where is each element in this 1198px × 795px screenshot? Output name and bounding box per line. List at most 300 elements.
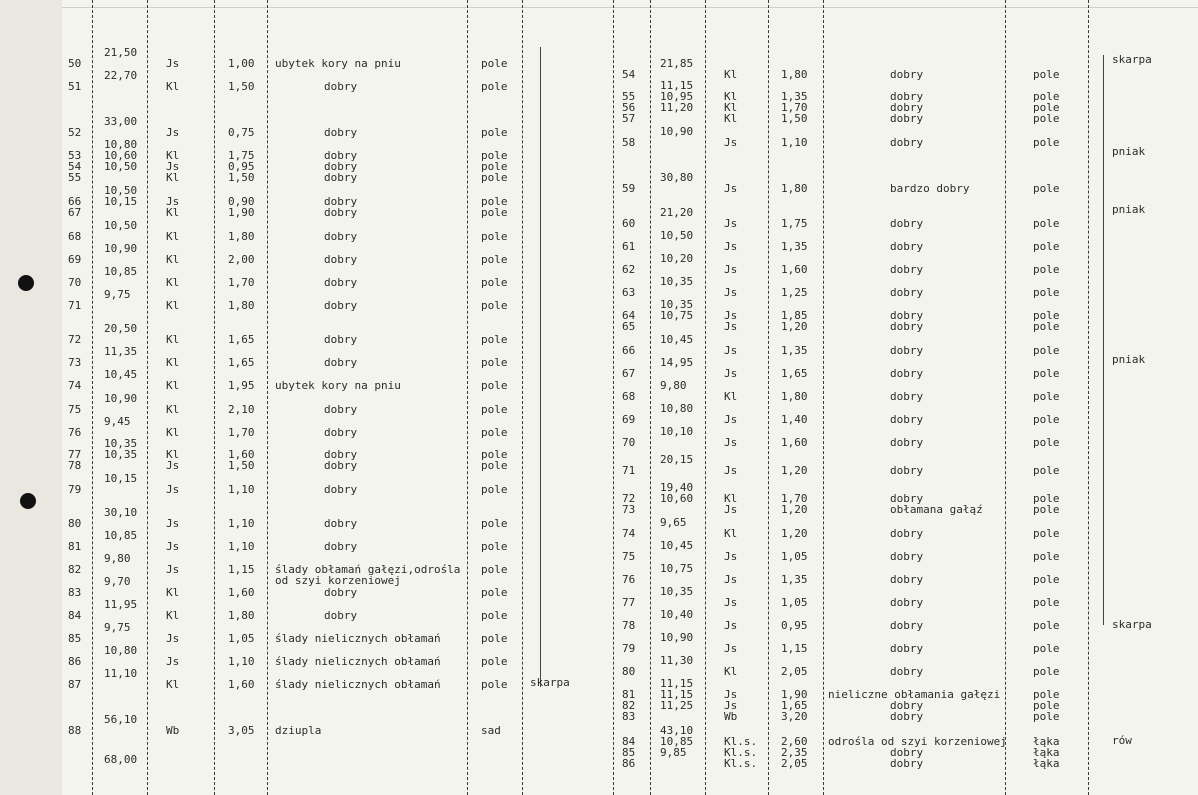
- land-use: pole: [481, 517, 508, 530]
- species-code: Kl: [166, 678, 180, 691]
- distance-value: 10,80: [104, 644, 138, 657]
- height-value: 1,60: [228, 586, 255, 599]
- distance-value: 33,00: [104, 115, 138, 128]
- row-number: 69: [622, 413, 636, 426]
- species-code: Kl: [166, 448, 180, 461]
- distance-value: 9,80: [104, 552, 131, 565]
- species-code: Kl: [166, 426, 180, 439]
- row-number: 77: [622, 596, 636, 609]
- species-code: Kl: [166, 276, 180, 289]
- height-value: 1,90: [781, 688, 808, 701]
- row-number: 78: [622, 619, 636, 632]
- species-code: Js: [166, 563, 180, 576]
- row-number: 88: [68, 724, 82, 737]
- column-divider: [522, 0, 523, 795]
- row-number: 74: [68, 379, 82, 392]
- row-number: 58: [622, 136, 636, 149]
- distance-value: 11,10: [104, 667, 138, 680]
- height-value: 1,50: [228, 459, 255, 472]
- land-use: pole: [1033, 550, 1060, 563]
- punch-hole-top: [18, 275, 34, 291]
- species-code: Wb: [724, 710, 738, 723]
- land-use: pole: [481, 253, 508, 266]
- species-code: Kl: [724, 665, 738, 678]
- row-number: 73: [622, 503, 636, 516]
- condition-description: ślady nielicznych obłamań: [275, 632, 441, 645]
- condition-description: dobry: [324, 459, 358, 472]
- height-value: 2,05: [781, 757, 808, 770]
- distance-value: 10,60: [660, 492, 694, 505]
- condition-description: dobry: [324, 356, 358, 369]
- species-code: Js: [724, 217, 738, 230]
- distance-value: 9,75: [104, 288, 131, 301]
- height-value: 3,20: [781, 710, 808, 723]
- height-value: 1,60: [228, 448, 255, 461]
- row-number: 72: [68, 333, 82, 346]
- distance-value: 10,45: [660, 539, 694, 552]
- distance-value: 20,50: [104, 322, 138, 335]
- species-code: Js: [724, 699, 738, 712]
- condition-description: dobry: [324, 171, 358, 184]
- condition-description: dobry: [324, 333, 358, 346]
- distance-value: 10,45: [104, 368, 138, 381]
- species-code: Js: [724, 464, 738, 477]
- species-code: Kl: [724, 112, 738, 125]
- land-use: pole: [481, 609, 508, 622]
- height-value: 1,60: [228, 678, 255, 691]
- land-use: pole: [1033, 309, 1060, 322]
- row-number: 67: [68, 206, 82, 219]
- land-use: pole: [481, 426, 508, 439]
- height-value: 1,35: [781, 573, 808, 586]
- species-code: Kl: [724, 527, 738, 540]
- row-number: 81: [68, 540, 82, 553]
- row-number: 77: [68, 448, 82, 461]
- condition-description: dobry: [324, 426, 358, 439]
- species-code: Kl: [166, 206, 180, 219]
- species-code: Js: [724, 240, 738, 253]
- land-use: pole: [1033, 527, 1060, 540]
- column-divider: [650, 0, 651, 795]
- land-use: pole: [1033, 217, 1060, 230]
- condition-description: odrośla od szyi korzeniowej: [828, 735, 1007, 748]
- distance-value: 9,45: [104, 415, 131, 428]
- condition-description: nieliczne obłamania gałęzi: [828, 688, 1001, 701]
- row-number: 68: [622, 390, 636, 403]
- species-code: Js: [724, 136, 738, 149]
- row-number: 80: [68, 517, 82, 530]
- condition-description: dobry: [324, 149, 358, 162]
- species-code: Js: [166, 57, 180, 70]
- land-use: pole: [1033, 503, 1060, 516]
- condition-description: dobry: [890, 596, 924, 609]
- row-number: 84: [68, 609, 82, 622]
- distance-value: 11,25: [660, 699, 694, 712]
- row-number: 75: [622, 550, 636, 563]
- distance-value: 14,95: [660, 356, 694, 369]
- land-use: pole: [481, 483, 508, 496]
- height-value: 1,80: [228, 299, 255, 312]
- species-code: Kl: [166, 586, 180, 599]
- distance-value: 10,85: [660, 735, 694, 748]
- height-value: 1,95: [228, 379, 255, 392]
- species-code: Kl: [166, 609, 180, 622]
- species-code: Kl: [166, 299, 180, 312]
- species-code: Js: [166, 459, 180, 472]
- row-number: 76: [68, 426, 82, 439]
- land-use: pole: [1033, 112, 1060, 125]
- distance-value: 10,75: [660, 562, 694, 575]
- skarpa-bracket-line: [540, 47, 541, 687]
- condition-description: dobry: [324, 448, 358, 461]
- species-code: Kl: [166, 171, 180, 184]
- row-number: 75: [68, 403, 82, 416]
- species-code: Js: [724, 436, 738, 449]
- height-value: 1,15: [228, 563, 255, 576]
- distance-value: 10,45: [660, 333, 694, 346]
- row-number: 79: [622, 642, 636, 655]
- condition-description: dobry: [890, 492, 924, 505]
- row-number: 63: [622, 286, 636, 299]
- distance-value: 10,15: [104, 472, 138, 485]
- land-use: pole: [1033, 596, 1060, 609]
- land-use: pole: [481, 586, 508, 599]
- condition-description: dobry: [890, 112, 924, 125]
- height-value: 1,35: [781, 344, 808, 357]
- condition-description: ubytek kory na pniu: [275, 57, 401, 70]
- species-code: Js: [724, 573, 738, 586]
- condition-description: dobry: [890, 367, 924, 380]
- distance-value: 10,85: [104, 529, 138, 542]
- condition-description: dobry: [890, 320, 924, 333]
- row-number: 85: [622, 746, 636, 759]
- land-use: pole: [1033, 344, 1060, 357]
- row-number: 64: [622, 309, 636, 322]
- row-number: 50: [68, 57, 82, 70]
- distance-value: 11,95: [104, 598, 138, 611]
- height-value: 1,10: [228, 540, 255, 553]
- row-number: 61: [622, 240, 636, 253]
- condition-description: dobry: [890, 642, 924, 655]
- distance-value: 20,15: [660, 453, 694, 466]
- distance-value: 10,35: [104, 448, 138, 461]
- distance-value: 10,50: [660, 229, 694, 242]
- height-value: 1,80: [781, 182, 808, 195]
- row-number: 57: [622, 112, 636, 125]
- land-use: pole: [1033, 68, 1060, 81]
- distance-value: 9,65: [660, 516, 687, 529]
- side-note: rów: [1112, 734, 1132, 747]
- species-code: Js: [724, 367, 738, 380]
- height-value: 2,35: [781, 746, 808, 759]
- height-value: 1,25: [781, 286, 808, 299]
- height-value: 1,05: [781, 596, 808, 609]
- species-code: Js: [724, 263, 738, 276]
- row-number: 85: [68, 632, 82, 645]
- table-separator: [613, 0, 614, 795]
- species-code: Kl: [724, 492, 738, 505]
- species-code: Js: [724, 596, 738, 609]
- row-number: 65: [622, 320, 636, 333]
- land-use: pole: [481, 230, 508, 243]
- condition-description: dobry: [890, 101, 924, 114]
- skarpa-bracket-line: [1103, 55, 1104, 625]
- row-number: 60: [622, 217, 636, 230]
- condition-description: ślady nielicznych obłamań: [275, 678, 441, 691]
- species-code: Js: [724, 320, 738, 333]
- side-note: skarpa: [1112, 53, 1152, 66]
- row-number: 79: [68, 483, 82, 496]
- condition-description: dobry: [324, 483, 358, 496]
- row-number: 56: [622, 101, 636, 114]
- land-use: pole: [1033, 464, 1060, 477]
- species-code: Js: [166, 517, 180, 530]
- page-top-rule: [62, 7, 1198, 8]
- distance-value: 10,20: [660, 252, 694, 265]
- species-code: Kl: [166, 253, 180, 266]
- distance-value: 10,90: [104, 392, 138, 405]
- side-note: pniak: [1112, 145, 1146, 158]
- land-use: pole: [481, 195, 508, 208]
- species-code: Js: [724, 550, 738, 563]
- land-use: pole: [1033, 90, 1060, 103]
- condition-description: dobry: [890, 464, 924, 477]
- height-value: 2,60: [781, 735, 808, 748]
- height-value: 1,70: [781, 101, 808, 114]
- land-use: pole: [481, 563, 508, 576]
- land-use: pole: [1033, 573, 1060, 586]
- land-use: pole: [481, 655, 508, 668]
- condition-description: dobry: [890, 757, 924, 770]
- distance-value: 10,35: [660, 585, 694, 598]
- land-use: pole: [1033, 101, 1060, 114]
- row-number: 59: [622, 182, 636, 195]
- condition-description: dobry: [324, 206, 358, 219]
- distance-value: 10,50: [104, 219, 138, 232]
- land-use: łąka: [1033, 735, 1060, 748]
- row-number: 68: [68, 230, 82, 243]
- condition-description: dobry: [324, 540, 358, 553]
- species-code: Kl: [166, 379, 180, 392]
- height-value: 0,95: [228, 160, 255, 173]
- height-value: 1,65: [228, 356, 255, 369]
- species-code: Js: [724, 619, 738, 632]
- condition-description: dobry: [890, 286, 924, 299]
- row-number: 70: [622, 436, 636, 449]
- row-number: 54: [68, 160, 82, 173]
- column-divider: [214, 0, 215, 795]
- row-number: 72: [622, 492, 636, 505]
- condition-description: dobry: [890, 240, 924, 253]
- height-value: 0,75: [228, 126, 255, 139]
- height-value: 1,10: [781, 136, 808, 149]
- condition-description: dobry: [890, 413, 924, 426]
- land-use: pole: [481, 379, 508, 392]
- height-value: 1,35: [781, 240, 808, 253]
- distance-value: 10,40: [660, 608, 694, 621]
- side-note: pniak: [1112, 203, 1146, 216]
- land-use: pole: [481, 126, 508, 139]
- land-use: pole: [1033, 665, 1060, 678]
- condition-description: dobry: [890, 263, 924, 276]
- height-value: 1,70: [228, 276, 255, 289]
- height-value: 1,50: [228, 80, 255, 93]
- species-code: Js: [724, 286, 738, 299]
- height-value: 1,75: [228, 149, 255, 162]
- condition-description: dobry: [324, 126, 358, 139]
- height-value: 1,40: [781, 413, 808, 426]
- distance-value: 9,70: [104, 575, 131, 588]
- height-value: 1,90: [228, 206, 255, 219]
- land-use: łąka: [1033, 757, 1060, 770]
- column-divider: [1005, 0, 1006, 795]
- condition-description: dobry: [890, 527, 924, 540]
- height-value: 1,20: [781, 503, 808, 516]
- land-use: pole: [481, 632, 508, 645]
- row-number: 54: [622, 68, 636, 81]
- height-value: 3,05: [228, 724, 255, 737]
- condition-description: dobry: [324, 160, 358, 173]
- height-value: 1,00: [228, 57, 255, 70]
- column-divider: [147, 0, 148, 795]
- height-value: 1,65: [228, 333, 255, 346]
- condition-description: dobry: [324, 609, 358, 622]
- height-value: 1,85: [781, 309, 808, 322]
- land-use: pole: [481, 80, 508, 93]
- left-final-distance: 68,00: [104, 753, 138, 766]
- punch-hole-bottom: [20, 493, 36, 509]
- condition-description: dobry: [890, 217, 924, 230]
- row-number: 83: [68, 586, 82, 599]
- species-code: Js: [166, 160, 180, 173]
- species-code: Kl: [724, 68, 738, 81]
- species-code: Js: [166, 632, 180, 645]
- height-value: 1,05: [781, 550, 808, 563]
- distance-value: 9,80: [660, 379, 687, 392]
- distance-value: 11,15: [660, 688, 694, 701]
- distance-value: 30,80: [660, 171, 694, 184]
- land-use: pole: [481, 276, 508, 289]
- condition-description: dobry: [324, 403, 358, 416]
- height-value: 1,70: [228, 426, 255, 439]
- land-use: pole: [1033, 710, 1060, 723]
- height-value: 1,65: [781, 699, 808, 712]
- land-use: pole: [1033, 619, 1060, 632]
- condition-description: dobry: [324, 517, 358, 530]
- distance-value: 10,80: [104, 138, 138, 151]
- column-divider: [467, 0, 468, 795]
- land-use: pole: [1033, 688, 1060, 701]
- condition-description: dobry: [324, 80, 358, 93]
- species-code: Js: [166, 483, 180, 496]
- row-number: 84: [622, 735, 636, 748]
- row-number: 62: [622, 263, 636, 276]
- row-number: 71: [68, 299, 82, 312]
- distance-value: 10,90: [660, 125, 694, 138]
- distance-value: 10,10: [660, 425, 694, 438]
- height-value: 2,10: [228, 403, 255, 416]
- row-number: 86: [68, 655, 82, 668]
- distance-value: 21,85: [660, 57, 694, 70]
- distance-value: 11,35: [104, 345, 138, 358]
- column-divider: [1088, 0, 1089, 795]
- distance-value: 10,15: [104, 195, 138, 208]
- distance-value: 11,15: [660, 79, 694, 92]
- height-value: 0,90: [228, 195, 255, 208]
- height-value: 1,10: [228, 517, 255, 530]
- species-code: Kl: [724, 101, 738, 114]
- row-number: 83: [622, 710, 636, 723]
- condition-description: dobry: [324, 299, 358, 312]
- height-value: 1,20: [781, 320, 808, 333]
- condition-description: dobry: [324, 230, 358, 243]
- binding-margin: [0, 0, 62, 795]
- height-value: 1,50: [781, 112, 808, 125]
- species-code: Js: [724, 413, 738, 426]
- row-number: 74: [622, 527, 636, 540]
- row-number: 87: [68, 678, 82, 691]
- row-number: 70: [68, 276, 82, 289]
- species-code: Js: [166, 195, 180, 208]
- condition-description: dobry: [890, 136, 924, 149]
- row-number: 82: [622, 699, 636, 712]
- row-number: 76: [622, 573, 636, 586]
- land-use: pole: [1033, 182, 1060, 195]
- condition-description: dobry: [890, 390, 924, 403]
- species-code: Kl: [166, 356, 180, 369]
- row-number: 73: [68, 356, 82, 369]
- species-code: Js: [166, 540, 180, 553]
- condition-description: dobry: [324, 586, 358, 599]
- row-number: 81: [622, 688, 636, 701]
- land-use: pole: [481, 333, 508, 346]
- condition-description: dobry: [890, 665, 924, 678]
- height-value: 1,10: [228, 655, 255, 668]
- height-value: 1,75: [781, 217, 808, 230]
- species-code: Kl: [166, 333, 180, 346]
- distance-value: 10,90: [660, 631, 694, 644]
- land-use: pole: [1033, 136, 1060, 149]
- land-use: pole: [481, 540, 508, 553]
- species-code: Kl: [166, 403, 180, 416]
- distance-value: 10,80: [660, 402, 694, 415]
- height-value: 1,10: [228, 483, 255, 496]
- species-code: Wb: [166, 724, 180, 737]
- species-code: Kl: [166, 80, 180, 93]
- side-note: skarpa: [1112, 618, 1152, 631]
- distance-value: 11,30: [660, 654, 694, 667]
- land-use: pole: [481, 459, 508, 472]
- distance-value: 11,20: [660, 101, 694, 114]
- row-number: 82: [68, 563, 82, 576]
- distance-value: 9,75: [104, 621, 131, 634]
- row-number: 78: [68, 459, 82, 472]
- condition-description: dobry: [890, 573, 924, 586]
- height-value: 1,20: [781, 527, 808, 540]
- distance-value: 10,75: [660, 309, 694, 322]
- height-value: 2,05: [781, 665, 808, 678]
- land-use: pole: [1033, 367, 1060, 380]
- land-use: pole: [481, 160, 508, 173]
- height-value: 1,20: [781, 464, 808, 477]
- height-value: 1,80: [781, 68, 808, 81]
- distance-value: 10,50: [104, 160, 138, 173]
- land-use: pole: [481, 678, 508, 691]
- distance-value: 22,70: [104, 69, 138, 82]
- condition-description: ślady obłamań gałęzi,odrośla od szyi korzeniowej: [275, 563, 461, 587]
- row-number: 69: [68, 253, 82, 266]
- row-number: 67: [622, 367, 636, 380]
